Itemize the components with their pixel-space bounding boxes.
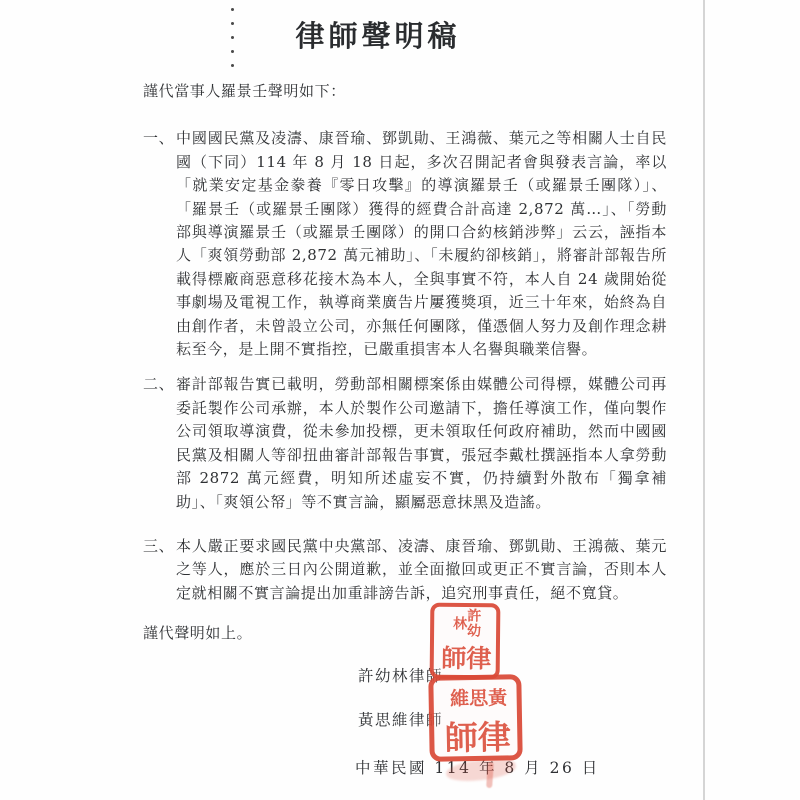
- binding-dot: [231, 64, 234, 67]
- closing-line: 謹代聲明如上。: [143, 624, 253, 643]
- salutation-line: 謹代當事人羅景壬聲明如下：: [143, 82, 346, 100]
- signature-lawyer-2: 黃思維律師: [358, 711, 444, 729]
- signature-lawyer-1: 許幼林律師: [358, 667, 444, 685]
- paragraph-1-number: 一、: [143, 129, 175, 148]
- paragraph-1: [143, 127, 667, 361]
- seal-1-name-column: 許幼林: [451, 608, 482, 639]
- paragraph-2-text: 審計部報告實已載明，勞動部相關標案係由媒體公司得標，媒體公司再委託製作公司承辦，本人於製作公司邀請下，擔任導演工作，僅向製作公司領取導演費，從未參加投標，更未領取任何政府補助，然而中國國民黨及相關人等卻扭曲審計部報告事實，張冠李戴杜撰誣指本人拿勞動部 2872 萬元經費，明知所述虛妄不實，仍持續對外散布「獨拿補助」、「爽領公帑」等不實言論，顯屬惡意抹黑及造謠。: [176, 375, 667, 511]
- paragraph-2: [143, 373, 667, 513]
- document-body: [143, 80, 667, 646]
- paragraph-2-number: 二、: [143, 375, 175, 394]
- paragraph-3-number: 三、: [143, 536, 175, 555]
- scan-edge-artifact: [703, 0, 705, 800]
- seal-ink-smudge-streak: [486, 762, 494, 788]
- lawyer-seal-stamp-2: [428, 674, 522, 762]
- seal-1-title-column: 律師: [437, 644, 492, 670]
- date-line: 中華民國 114 年 8 月 26 日: [355, 759, 600, 777]
- document-title: 律師聲明稿: [295, 19, 461, 53]
- paragraph-3-text: 本人嚴正要求國民黨中央黨部、凌濤、康晉瑜、鄧凱勛、王鴻薇、葉元之等人，應於三日內公開道歉，並全面撤回或更正不實言論，否則本人定就相關不實言論提出加重誹謗告訴，追究刑事責任，絕不寬貸。: [176, 536, 667, 602]
- seal-2-title-column: 律師: [439, 719, 513, 754]
- seal-2-name-column: 黃思維: [446, 687, 508, 710]
- binding-dot: [231, 8, 234, 11]
- paragraph-1-text: 中國國民黨及凌濤、康晉瑜、鄧凱勛、王鴻薇、葉元之等相關人士自民國（下同）114 年 8 月 18 日起，多次召開記者會與發表言論，率以「就業安定基金豢養『零日攻擊』的導演羅景壬（或羅景壬團隊）」、「羅景壬（或羅景壬團隊）獲得的經費合計高達 2,872 萬…」、「勞動部與導演羅景壬（或羅景壬團隊）的開口合約核銷涉弊」云云，誣指本人「爽領勞動部 2,872 萬元補助」、「未履約卻核銷」，將審計部報告所載得標廠商惡意移花接木為本人，全與事實不符，本人自 24 歲開始從事劇場及電視工作，執導商業廣告片屢獲獎項，近三十年來，始終為自由創作者，未曾設立公司，亦無任何團隊，僅憑個人努力及創作理念耕耘至今，是上開不實指控，已嚴重損害本人名譽與職業信譽。: [176, 129, 667, 359]
- paragraph-3: [143, 535, 667, 605]
- lawyer-seal-stamp-1: [430, 603, 501, 680]
